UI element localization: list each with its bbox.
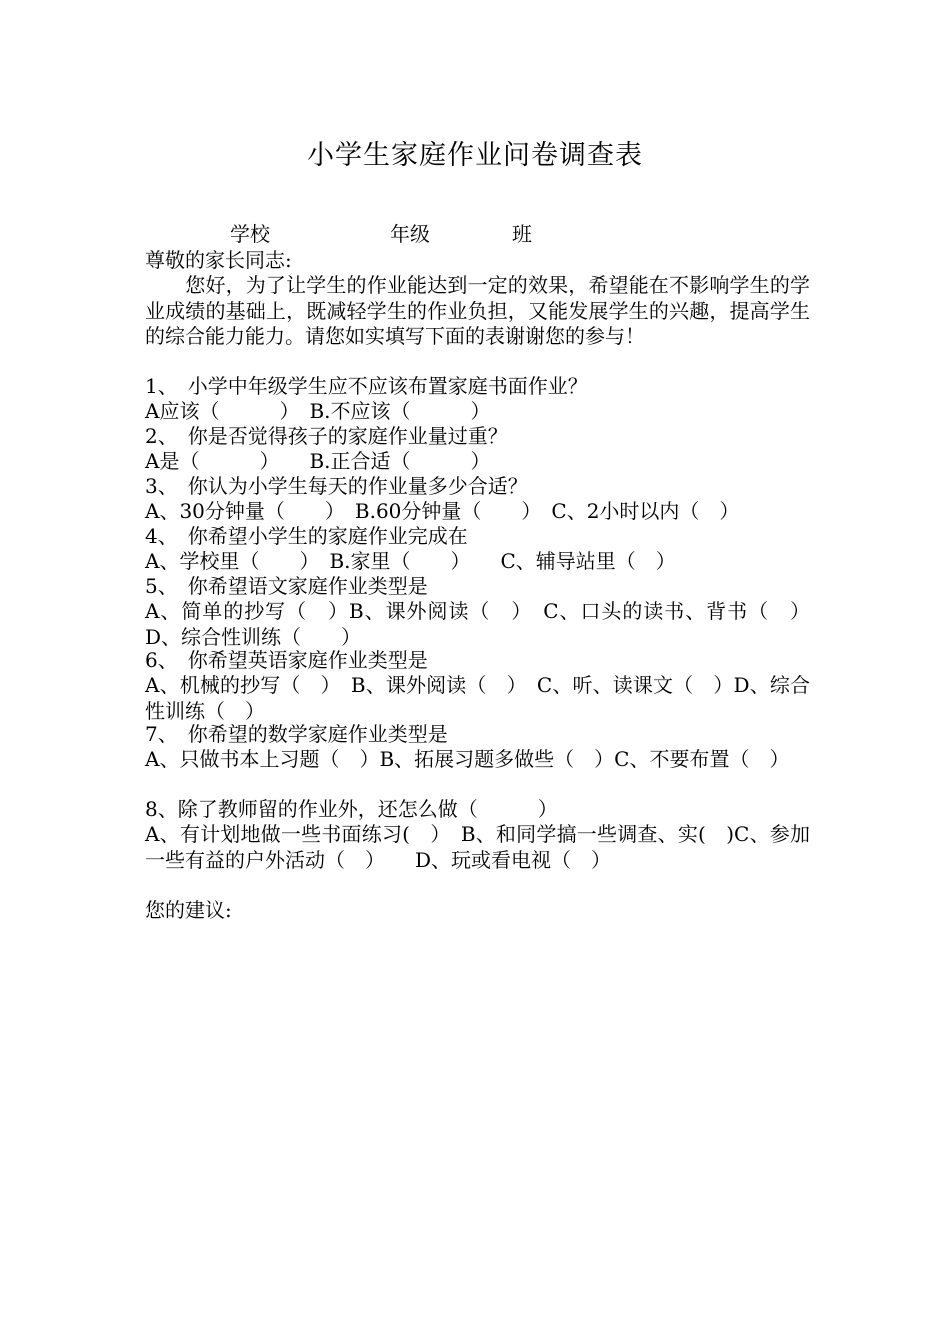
answer-3: A、30分钟量（ ） B.60分钟量（ ） C、2小时以内（ ）: [145, 499, 740, 523]
page-title: 小学生家庭作业问卷调查表: [307, 140, 643, 171]
answer-6: A、机械的抄写（ ） B、课外阅读（ ） C、听、读课文（ ）D、综合性训练（ ）: [145, 673, 810, 723]
answer-2: A是（ ） B.正合适（ ）: [145, 449, 491, 473]
question-3: 3、 你认为小学生每天的作业量多少合适？: [145, 474, 528, 498]
answer-8: A、有计划地做一些书面练习( ） B、和同学搞一些调查、实( )C、参加一些有益的户外活动（ ） D、玩或看电视（ ）: [145, 822, 810, 872]
question-7: 7、 你希望的数学家庭作业类型是: [145, 722, 448, 746]
question-4: 4、 你希望小学生的家庭作业完成在: [145, 524, 468, 548]
question-2: 2、 你是否觉得孩子的家庭作业量过重？: [145, 424, 508, 448]
question-1: 1、 小学中年级学生应不应该布置家庭书面作业？: [145, 374, 588, 398]
question-6: 6、 你希望英语家庭作业类型是: [145, 648, 428, 672]
question-5: 5、 你希望语文家庭作业类型是: [145, 574, 428, 598]
answer-5: A、简单的抄写（ ）B、课外阅读（ ） C、口头的读书、背书（ ）D、综合性训练（ ）: [145, 599, 810, 649]
intro-paragraph: 您好，为了让学生的作业能达到一定的效果，希望能在不影响学生的学业成绩的基础上，既减轻学生的作业负担，又能发展学生的兴趣，提高学生的综合能力能力。请您如实填写下面的表谢谢您的参与！: [145, 273, 810, 348]
greeting: 尊敬的家长同志:: [145, 248, 292, 272]
suggestion-label: 您的建议:: [145, 898, 232, 922]
class-label: 班: [512, 222, 532, 246]
answer-7: A、只做书本上习题（ ）B、拓展习题多做些（ ）C、不要布置（ ）: [145, 747, 790, 771]
grade-label: 年级: [390, 222, 430, 246]
answer-1: A应该（ ） B.不应该（ ）: [145, 399, 491, 423]
school-label: 学校: [230, 222, 270, 246]
question-8: 8、除了教师留的作业外，还怎么做（ ）: [145, 797, 558, 821]
answer-4: A、学校里（ ） B.家里（ ） C、辅导站里（ ）: [145, 549, 676, 573]
